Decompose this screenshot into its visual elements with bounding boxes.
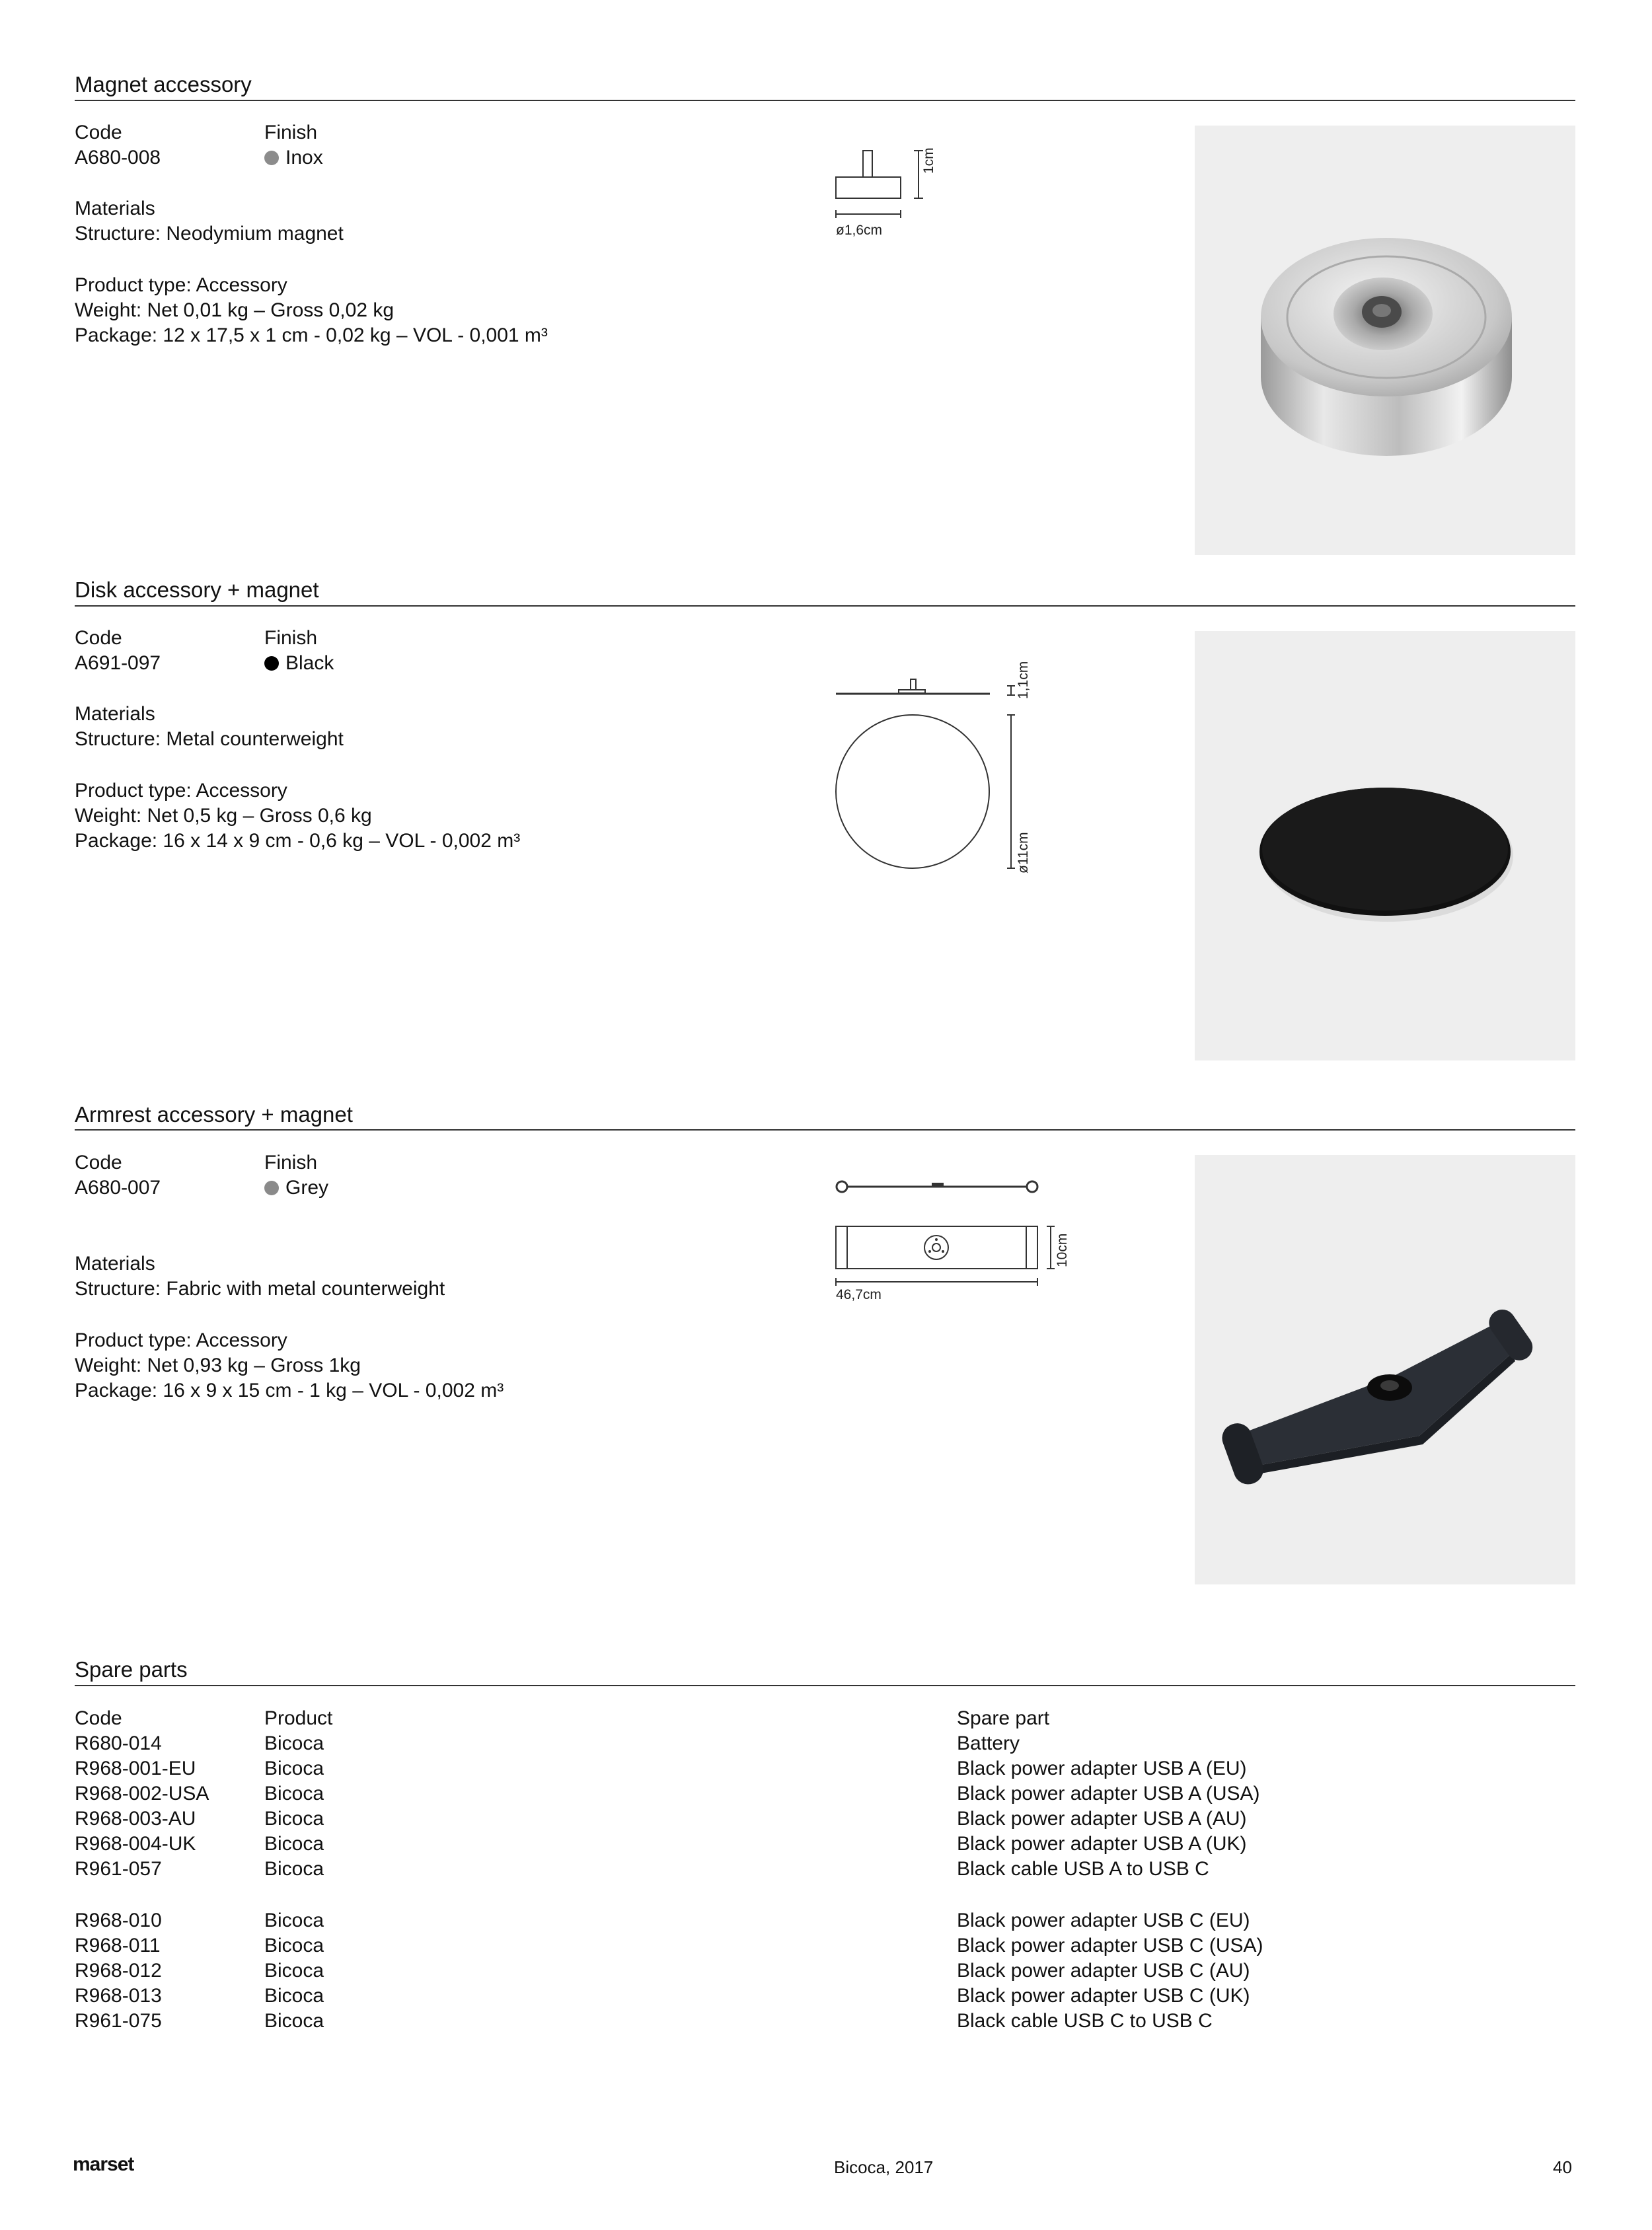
- table-row: [75, 2009, 1575, 2034]
- row-product: Bicoca: [264, 1910, 324, 1931]
- section-title-spare-parts: Spare parts: [75, 1657, 188, 1682]
- finish-value: [264, 145, 323, 170]
- package-text: Package: 12 x 17,5 x 1 cm - 0,02 kg – VOL - 0,001 m³: [75, 324, 548, 346]
- row-spare-part: Black cable USB A to USB C: [957, 1858, 1209, 1880]
- weight-text: Weight: Net 0,93 kg – Gross 1kg: [75, 1355, 361, 1376]
- finish-label: Finish: [264, 1152, 318, 1173]
- dimension-height-label: 1cm: [921, 147, 936, 174]
- dimension-height-label: 1,1cm: [1016, 661, 1031, 699]
- section-divider: [75, 100, 1575, 101]
- section-title-magnet: Magnet accessory: [75, 72, 252, 96]
- disk-image: [1195, 631, 1575, 1060]
- row-product: Bicoca: [264, 1808, 324, 1830]
- finish-swatch-icon: [264, 1181, 279, 1195]
- row-product: Bicoca: [264, 1833, 324, 1855]
- product-type-text: Product type: Accessory: [75, 780, 287, 801]
- table-row: [75, 1806, 1575, 1832]
- row-spare-part: Black power adapter USB C (AU): [957, 1960, 1250, 1982]
- structure-text: Structure: Neodymium magnet: [75, 223, 344, 244]
- section-divider: [75, 605, 1575, 607]
- row-spare-part: Black power adapter USB A (UK): [957, 1833, 1247, 1855]
- table-row: [75, 1958, 1575, 1984]
- row-spare-part: Black power adapter USB C (UK): [957, 1985, 1250, 2007]
- product-photo-magnet: [1195, 126, 1575, 555]
- finish-name: Inox: [285, 147, 323, 168]
- product-photo-disk: [1195, 631, 1575, 1060]
- row-product: Bicoca: [264, 1858, 324, 1880]
- column-header-spare-part: Spare part: [957, 1707, 1050, 1729]
- product-type-text: Product type: Accessory: [75, 274, 287, 296]
- section-title-disk: Disk accessory + magnet: [75, 577, 319, 602]
- code-label: Code: [75, 122, 122, 143]
- section-divider: [75, 1129, 1575, 1131]
- weight-text: Weight: Net 0,5 kg – Gross 0,6 kg: [75, 805, 372, 827]
- table-row: [75, 1908, 1575, 1933]
- materials-label: Materials: [75, 198, 155, 219]
- armrest-dimension-drawing: [833, 1176, 1070, 1295]
- code-label: Code: [75, 627, 122, 649]
- armrest-image: [1195, 1155, 1575, 1584]
- finish-name: Grey: [285, 1177, 329, 1199]
- row-code: R968-003-AU: [75, 1808, 196, 1830]
- column-header-product: Product: [264, 1707, 333, 1729]
- product-code: A680-008: [75, 147, 161, 168]
- dimension-width-label: ø1,6cm: [836, 223, 883, 238]
- magnet-image: [1195, 126, 1575, 555]
- row-code: R968-001-EU: [75, 1758, 196, 1779]
- row-product: Bicoca: [264, 1758, 324, 1779]
- table-row: [75, 1933, 1575, 1958]
- finish-swatch-icon: [264, 151, 279, 165]
- brand-logo: marset: [73, 2153, 134, 2175]
- row-spare-part: Battery: [957, 1732, 1020, 1754]
- product-code: A680-007: [75, 1177, 161, 1199]
- row-code: R968-012: [75, 1960, 162, 1982]
- package-text: Package: 16 x 9 x 15 cm - 1 kg – VOL - 0,002 m³: [75, 1380, 504, 1401]
- row-product: Bicoca: [264, 1960, 324, 1982]
- row-code: R961-075: [75, 2010, 162, 2032]
- table-row: [75, 1731, 1575, 1756]
- row-code: R968-011: [75, 1935, 161, 1956]
- table-row: [75, 1857, 1575, 1882]
- row-code: R968-013: [75, 1985, 162, 2007]
- row-code: R968-010: [75, 1910, 162, 1931]
- section-title-armrest: Armrest accessory + magnet: [75, 1102, 353, 1127]
- row-product: Bicoca: [264, 2010, 324, 2032]
- package-text: Package: 16 x 14 x 9 cm - 0,6 kg – VOL - 0,002 m³: [75, 830, 521, 852]
- finish-value: [264, 1175, 328, 1201]
- product-type-text: Product type: Accessory: [75, 1329, 287, 1351]
- row-code: R961-057: [75, 1858, 162, 1880]
- materials-label: Materials: [75, 703, 155, 725]
- row-spare-part: Black power adapter USB C (EU): [957, 1910, 1250, 1931]
- finish-value: [264, 651, 334, 676]
- materials-label: Materials: [75, 1253, 155, 1275]
- table-row: [75, 1781, 1575, 1806]
- row-product: Bicoca: [264, 1732, 324, 1754]
- column-header-code: Code: [75, 1707, 122, 1729]
- disk-dimension-drawing: [833, 674, 1044, 885]
- finish-label: Finish: [264, 627, 318, 649]
- code-label: Code: [75, 1152, 122, 1173]
- structure-text: Structure: Metal counterweight: [75, 728, 344, 750]
- row-code: R968-002-USA: [75, 1783, 209, 1804]
- table-row: [75, 1756, 1575, 1781]
- row-spare-part: Black power adapter USB A (USA): [957, 1783, 1260, 1804]
- page-number: 40: [1553, 2157, 1572, 2177]
- row-product: Bicoca: [264, 1783, 324, 1804]
- row-product: Bicoca: [264, 1985, 324, 2007]
- product-photo-armrest: [1195, 1155, 1575, 1584]
- finish-name: Black: [285, 652, 334, 674]
- row-spare-part: Black power adapter USB A (EU): [957, 1758, 1247, 1779]
- dimension-height-label: 10cm: [1055, 1233, 1070, 1267]
- table-row: [75, 1984, 1575, 2009]
- footer-document-title: Bicoca, 2017: [834, 2157, 934, 2177]
- row-spare-part: Black cable USB C to USB C: [957, 2010, 1213, 2032]
- row-product: Bicoca: [264, 1935, 324, 1956]
- row-code: R680-014: [75, 1732, 162, 1754]
- dimension-diameter-label: ø11cm: [1016, 832, 1031, 873]
- row-code: R968-004-UK: [75, 1833, 196, 1855]
- structure-text: Structure: Fabric with metal counterweight: [75, 1278, 445, 1300]
- finish-swatch-icon: [264, 656, 279, 671]
- table-row: [75, 1832, 1575, 1857]
- finish-label: Finish: [264, 122, 318, 143]
- section-divider: [75, 1685, 1575, 1686]
- row-spare-part: Black power adapter USB C (USA): [957, 1935, 1263, 1956]
- dimension-width-label: 46,7cm: [836, 1287, 882, 1302]
- weight-text: Weight: Net 0,01 kg – Gross 0,02 kg: [75, 299, 394, 321]
- product-code: A691-097: [75, 652, 161, 674]
- row-spare-part: Black power adapter USB A (AU): [957, 1808, 1247, 1830]
